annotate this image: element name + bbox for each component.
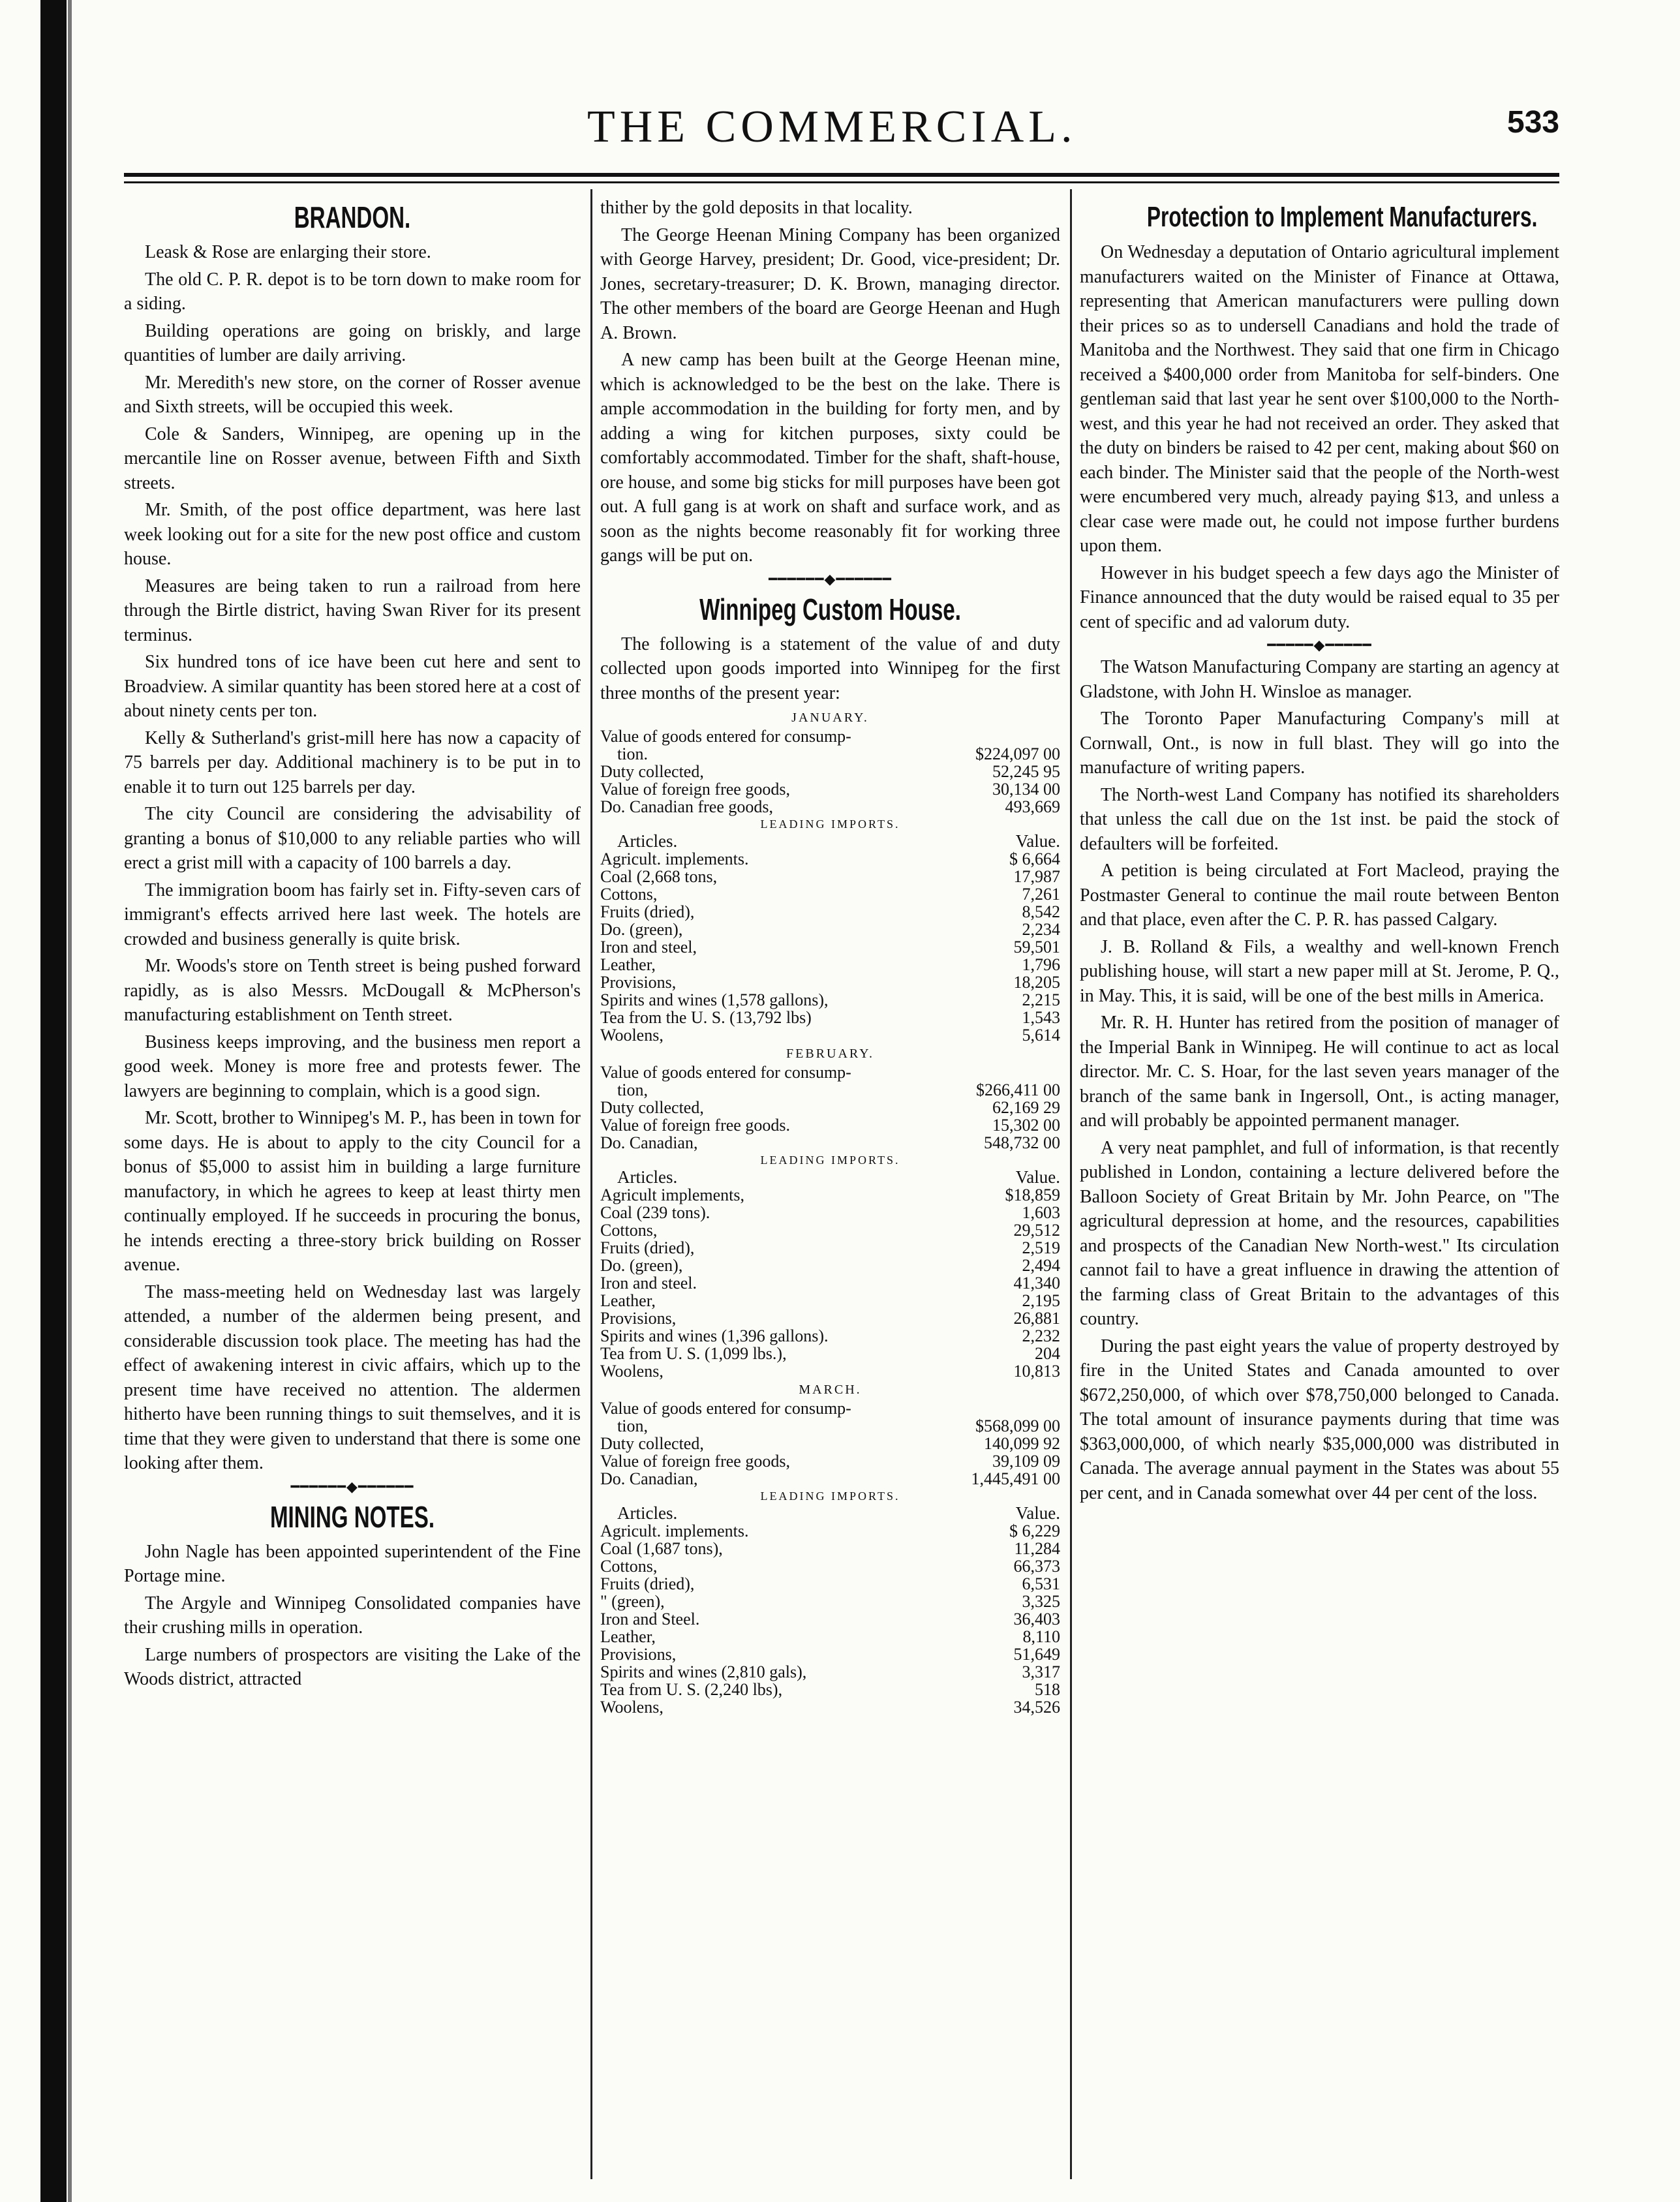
row-value	[949, 727, 1060, 745]
row-value: 66,373	[1013, 1557, 1060, 1576]
section-heading-customs: Winnipeg Custom House.	[699, 592, 961, 626]
import-row	[600, 1009, 1060, 1026]
news-paragraph: Mr. Smith, of the post office department, was here last week looking out for a site for the new post office and custom house.	[124, 500, 581, 569]
row-label: " (green),	[600, 1592, 665, 1611]
row-value: 15,302 00	[992, 1116, 1060, 1135]
import-row	[600, 1221, 1060, 1239]
row-label: Fruits (dried),	[600, 1238, 695, 1257]
summary-row	[600, 780, 1060, 798]
articles-header: Articles.	[617, 1167, 678, 1187]
import-row	[600, 903, 1060, 921]
summary-row	[600, 1134, 1060, 1152]
row-label: Spirits and wines (1,578 gallons),	[600, 990, 829, 1009]
row-value: 1,445,491 00	[971, 1469, 1060, 1488]
news-paragraph: Leask & Rose are enlarging their store.	[145, 242, 431, 262]
row-value: 8,542	[1022, 902, 1060, 921]
row-label: Do. Canadian free goods,	[600, 797, 773, 816]
row-value: $ 6,664	[1009, 849, 1060, 868]
leading-imports-heading: LEADING IMPORTS.	[760, 1154, 900, 1167]
import-row	[600, 938, 1060, 956]
month-heading: FEBRUARY.	[786, 1047, 874, 1061]
column-right	[1080, 196, 1559, 1508]
row-label: Provisions,	[600, 1309, 677, 1328]
import-row	[600, 850, 1060, 868]
column-divider	[590, 189, 592, 2179]
row-label: Coal (1,687 tons),	[600, 1539, 723, 1558]
summary-row	[600, 1417, 1060, 1435]
import-row	[600, 1593, 1060, 1610]
import-row	[600, 1645, 1060, 1663]
summary-row	[600, 745, 1060, 763]
section-heading-brandon: BRANDON.	[294, 200, 411, 234]
row-value: 11,284	[1014, 1539, 1060, 1558]
summary-row	[600, 1452, 1060, 1470]
import-row	[600, 1557, 1060, 1575]
import-row	[600, 868, 1060, 885]
import-row	[600, 973, 1060, 991]
row-value: $568,099 00	[975, 1416, 1060, 1435]
import-row	[600, 1663, 1060, 1681]
news-paragraph: A petition is being circulated at Fort Macleod, praying the Postmaster General to continue the mail route between Benton and that place, even after the C. P. R. has passed Calgary.	[1080, 861, 1559, 930]
brandon-article	[124, 240, 581, 1476]
value-header: Value.	[1015, 831, 1060, 851]
news-paragraph: Mr. R. H. Hunter has retired from the position of manager of the Imperial Bank in Winnipeg. He will continue to act as local director. Mr. C. S. Hoar, for the last seven years manager of the branch of the same bank in Ingersoll, Ont., is acting manager, and will probably be appointed permanent manager.	[1080, 1013, 1559, 1131]
row-value: 518	[1035, 1680, 1060, 1699]
row-value: 140,099 92	[984, 1434, 1060, 1453]
row-label: Do. (green),	[600, 920, 683, 939]
misc-news	[1080, 655, 1559, 1505]
imports-header-row	[600, 833, 1060, 850]
summary-row	[600, 1470, 1060, 1488]
news-paragraph: Building operations are going on briskly, and large quantities of lumber are daily arriving.	[124, 320, 581, 365]
import-row	[600, 1292, 1060, 1309]
summary-row	[600, 1399, 1060, 1417]
summary-row	[600, 1063, 1060, 1081]
row-value: 6,531	[1022, 1574, 1060, 1593]
row-label: Duty collected,	[600, 1098, 704, 1117]
row-label: Do. (green),	[600, 1256, 683, 1275]
leading-imports-table	[600, 1505, 1060, 1716]
row-label: Cottons,	[600, 1221, 658, 1240]
row-label: Duty collected,	[600, 1434, 704, 1453]
row-label: Do. Canadian,	[600, 1469, 698, 1488]
row-label: Spirits and wines (1,396 gallons).	[600, 1326, 829, 1345]
row-value: 1,603	[1022, 1203, 1060, 1222]
news-paragraph: The immigration boom has fairly set in. Fifty-seven cars of immigrant's effects arrived here last week. The hotels are crowded and business generally is quite brisk.	[124, 879, 581, 949]
month-summary-table	[600, 1063, 1060, 1152]
row-value: 36,403	[1013, 1610, 1060, 1629]
row-label: Value of goods entered for consump-	[600, 727, 851, 746]
import-row	[600, 1257, 1060, 1274]
row-value: 548,732 00	[984, 1133, 1060, 1152]
import-row	[600, 1522, 1060, 1540]
import-row	[600, 956, 1060, 973]
row-label: Agricult. implements.	[600, 849, 749, 868]
mining-article	[124, 1540, 581, 1692]
row-label: tion,	[617, 1416, 648, 1435]
import-row	[600, 1681, 1060, 1698]
summary-row	[600, 1435, 1060, 1452]
row-value: $ 6,229	[1009, 1522, 1060, 1540]
summary-row	[600, 727, 1060, 745]
row-value: 62,169 29	[992, 1098, 1060, 1117]
summary-row	[600, 798, 1060, 816]
leading-imports-table	[600, 1169, 1060, 1380]
row-value: 2,232	[1022, 1326, 1060, 1345]
news-paragraph: Measures are being taken to run a railroad from here through the Birtle district, having Swan River for its present terminus.	[124, 575, 581, 645]
news-paragraph: A very neat pamphlet, and full of information, is that recently published in London, containing a lecture delivered before the Balloon Society of Great Britain by Mr. John Pearce, on "The agricultural depression at home, and the resources, capabilities and prospects of the Canadian New North-west." Its circulation cannot fail to have a great influence in drawing the attention of the farming class of Great Britain to the advantages of this country.	[1080, 1137, 1559, 1329]
row-value: 39,109 09	[992, 1452, 1060, 1471]
news-paragraph: The old C. P. R. depot is to be torn down to make room for a siding.	[124, 269, 581, 314]
section-ornament: ━━━━━━◆━━━━━━	[769, 570, 892, 587]
row-value: 2,519	[1022, 1238, 1060, 1257]
summary-row	[600, 1081, 1060, 1099]
row-label: Value of goods entered for consump-	[600, 1399, 851, 1418]
news-paragraph: Large numbers of prospectors are visiting the Lake of the Woods district, attracted	[124, 1644, 581, 1689]
news-paragraph: The North-west Land Company has notified its shareholders that unless the call due on the 1st inst. be paid the stock of defaulters will be forfeited.	[1080, 784, 1559, 854]
row-value: 5,614	[1022, 1026, 1060, 1045]
row-value: 8,110	[1022, 1627, 1060, 1646]
column-middle	[600, 196, 1060, 1716]
row-label: Fruits (dried),	[600, 902, 695, 921]
row-label: Value of foreign free goods,	[600, 1452, 790, 1471]
import-row	[600, 1186, 1060, 1204]
section-heading-mining: MINING NOTES.	[269, 1499, 435, 1534]
row-label: Cottons,	[600, 885, 658, 904]
row-label: Leather,	[600, 955, 656, 974]
articles-header: Articles.	[617, 1503, 678, 1523]
import-row	[600, 991, 1060, 1009]
row-label: Duty collected,	[600, 762, 704, 781]
news-paragraph: J. B. Rolland & Fils, a wealthy and well-known French publishing house, will start a new paper mill at St. Jerome, P. Q., in May. This, it is said, will be one of the best mills in America.	[1080, 936, 1559, 1006]
news-paragraph: The city Council are considering the advisability of granting a bonus of $10,000 to any reliable parties who will erect a grist mill with a capacity of 100 barrels a day.	[124, 804, 581, 873]
news-paragraph: Mr. Woods's store on Tenth street is being pushed forward rapidly, as is also Messrs. McDougall & McPherson's manufacturing establishment on Tenth street.	[124, 956, 581, 1025]
row-label: Tea from U. S. (2,240 lbs),	[600, 1680, 783, 1699]
import-row	[600, 1026, 1060, 1044]
leading-imports-heading: LEADING IMPORTS.	[760, 1490, 900, 1503]
import-row	[600, 921, 1060, 938]
summary-row	[600, 1099, 1060, 1116]
value-header: Value.	[1015, 1503, 1060, 1523]
row-value: 1,543	[1022, 1008, 1060, 1027]
row-value: 29,512	[1013, 1221, 1060, 1240]
row-label: Provisions,	[600, 973, 677, 992]
mining-article-continued	[600, 196, 1060, 568]
row-value: 17,987	[1013, 867, 1060, 886]
import-row	[600, 1204, 1060, 1221]
news-paragraph: A new camp has been built at the George Heenan mine, which is acknowledged to be the best on the lake. There is ample accommodation in the building for forty men, and by adding a wing for kitchen purposes, sixty could be comfortably accommodated. Timber for the shaft, shaft-house, ore house, and some big sticks for mill purposes have been got out. A full gang is at work on shaft and surface work, and as soon as the nights become reasonably fit for working three gangs will be put on.	[600, 350, 1060, 566]
binding-spine	[40, 0, 67, 2202]
row-label: Value of foreign free goods,	[600, 780, 790, 799]
row-value: 34,526	[1013, 1698, 1060, 1717]
row-value: $266,411 00	[975, 1080, 1060, 1099]
customs-intro: The following is a statement of the value of and duty collected upon goods imported into Winnipeg for the first three months of the present year:	[600, 634, 1060, 703]
row-label: Woolens,	[600, 1698, 664, 1717]
month-summary-table	[600, 1399, 1060, 1488]
news-paragraph: Business keeps improving, and the business men report a good week. Money is more free and protests fewer. The lawyers are beginning to complain, which is a good sign.	[124, 1032, 581, 1101]
row-label: Value of foreign free goods.	[600, 1116, 790, 1135]
row-label: Woolens,	[600, 1026, 664, 1045]
row-value: 18,205	[1013, 973, 1060, 992]
binding-edge	[68, 0, 72, 2202]
row-value: 7,261	[1022, 885, 1060, 904]
news-paragraph: The Watson Manufacturing Company are starting an agency at Gladstone, with John H. Winsloe as manager.	[1080, 657, 1559, 702]
row-label: Cottons,	[600, 1557, 658, 1576]
row-value: $224,097 00	[975, 744, 1060, 763]
protection-article	[1080, 240, 1559, 634]
row-label: Iron and steel,	[600, 938, 697, 956]
row-value: 41,340	[1013, 1274, 1060, 1292]
leading-imports-table	[600, 833, 1060, 1044]
row-label: Spirits and wines (2,810 gals),	[600, 1662, 807, 1681]
row-label: Woolens,	[600, 1362, 664, 1381]
import-row	[600, 1575, 1060, 1593]
row-label: Agricult. implements.	[600, 1522, 749, 1540]
leading-imports-heading: LEADING IMPORTS.	[760, 818, 900, 831]
row-value	[949, 1063, 1060, 1081]
row-label: Fruits (dried),	[600, 1574, 695, 1593]
import-row	[600, 885, 1060, 903]
row-value: 52,245 95	[992, 762, 1060, 781]
news-paragraph: Kelly & Sutherland's grist-mill here has now a capacity of 75 barrels per day. Additional machinery is to be put in to enable it to turn out 125 barrels per day.	[124, 727, 581, 797]
page-number: 533	[1507, 105, 1560, 140]
row-value: 3,325	[1022, 1592, 1060, 1611]
import-row	[600, 1345, 1060, 1362]
news-paragraph: Mr. Scott, brother to Winnipeg's M. P., has been in town for some days. He is about to apply to the city Council for a bonus of $5,000 to assist him in building a large furniture manufactory, in which he agrees to keep at least thirty men continually employed. If he succeeds in procuring the bonus, he intends erecting a three-story brick building on Rosser avenue.	[124, 1108, 581, 1275]
row-label: tion.	[617, 744, 648, 763]
news-paragraph: John Nagle has been appointed superintendent of the Fine Portage mine.	[124, 1541, 581, 1586]
import-row	[600, 1327, 1060, 1345]
news-paragraph: On Wednesday a deputation of Ontario agricultural implement manufacturers waited on the Minister of Finance at Ottawa, representing that American manufacturers were pulling down their prices so as to undersell Canadians and hold the trade of Manitoba and the Northwest. They said that one firm in Chicago received a $400,000 order from Manitoba for self-binders. One gentleman said that last year he sent over $100,000 to the North-west, and this year he had not received an order. They asked that the duty on binders be raised to 42 per cent, making about $60 on each binder. The Minister said that the people of the North-west were encumbered very much, already paying $13, and unless a clear case were made out, he could not impose further burdens upon them.	[1080, 242, 1559, 556]
news-paragraph: Six hundred tons of ice have been cut here and sent to Broadview. A similar quantity has been stored here at a cost of about ninety cents per ton.	[124, 652, 581, 721]
import-row	[600, 1239, 1060, 1257]
row-label: Leather,	[600, 1291, 656, 1310]
news-paragraph: During the past eight years the value of property destroyed by fire in the United States and Canada amounted to over $672,250,000, of which over $78,750,000 belonged to Canada. The total amount of insurance payments during that time was $363,000,000, of which nearly $35,000,000 was distributed in Canada. The average annual payment in the States was about 55 per cent, and in Canada somewhat over 44 per cent of the loss.	[1080, 1336, 1559, 1503]
month-summary-table	[600, 727, 1060, 816]
news-paragraph: However in his budget speech a few days ago the Minister of Finance announced that the duty would be raised equal to 35 per cent of specific and ad valorum duty.	[1080, 562, 1559, 632]
row-label: Provisions,	[600, 1645, 677, 1664]
import-row	[600, 1698, 1060, 1716]
news-paragraph: thither by the gold deposits in that locality.	[600, 198, 913, 218]
row-value: 2,195	[1022, 1291, 1060, 1310]
row-value: 59,501	[1013, 938, 1060, 956]
row-label: Tea from U. S. (1,099 lbs.),	[600, 1344, 787, 1363]
imports-header-row	[600, 1505, 1060, 1522]
row-value: $18,859	[1005, 1185, 1060, 1204]
news-paragraph: The George Heenan Mining Company has been organized with George Harvey, president; Dr. Good, vice-president; Dr. Jones, secretary-treasurer; D. K. Brown, managing director. The other members of the board are George Heenan and Hugh A. Brown.	[600, 224, 1060, 343]
row-value: 51,649	[1013, 1645, 1060, 1664]
import-row	[600, 1362, 1060, 1380]
import-row	[600, 1274, 1060, 1292]
import-row	[600, 1309, 1060, 1327]
row-value: 2,494	[1022, 1256, 1060, 1275]
month-heading: MARCH.	[799, 1383, 862, 1397]
news-paragraph: The mass-meeting held on Wednesday last was largely attended, a number of the aldermen being present, and considerable discussion took place. The meeting has had the effect of awakening interest in civic affairs, which up to the present time have received no attention. The aldermen hitherto have been running things to suit themselves, and it is time that they were given to understand that there is some one looking after them.	[124, 1281, 581, 1473]
section-heading-protection: Protection to Implement Manufacturers.	[1146, 201, 1538, 233]
customs-tables	[600, 708, 1060, 1716]
summary-row	[600, 1116, 1060, 1134]
row-label: tion,	[617, 1080, 648, 1099]
row-label: Do. Canadian,	[600, 1133, 698, 1152]
news-paragraph: The Argyle and Winnipeg Consolidated companies have their crushing mills in operation.	[124, 1593, 581, 1638]
row-label: Coal (2,668 tons,	[600, 867, 718, 886]
row-value	[949, 1399, 1060, 1417]
row-value: 2,215	[1022, 990, 1060, 1009]
row-label: Iron and Steel.	[600, 1610, 700, 1629]
imports-header-row	[600, 1169, 1060, 1186]
row-label: Iron and steel.	[600, 1274, 697, 1292]
section-ornament: ━━━━━━◆━━━━━━	[290, 1478, 414, 1495]
row-value: 2,234	[1022, 920, 1060, 939]
row-value: 10,813	[1013, 1362, 1060, 1381]
month-heading: JANUARY.	[791, 711, 869, 725]
row-value: 493,669	[1005, 797, 1060, 816]
articles-header: Articles.	[617, 831, 678, 851]
row-label: Leather,	[600, 1627, 656, 1646]
row-value: 30,134 00	[992, 780, 1060, 799]
row-value: 1,796	[1022, 955, 1060, 974]
column-left	[124, 196, 581, 1694]
import-row	[600, 1610, 1060, 1628]
value-header: Value.	[1015, 1167, 1060, 1187]
summary-row	[600, 763, 1060, 780]
news-paragraph: The Toronto Paper Manufacturing Company's mill at Cornwall, Ont., is now in full blast. They will go into the manufacture of writing papers.	[1080, 709, 1559, 778]
row-label: Value of goods entered for consump-	[600, 1063, 851, 1082]
news-paragraph: Cole & Sanders, Winnipeg, are opening up in the mercantile line on Rosser avenue, between Fifth and Sixth streets.	[124, 423, 581, 493]
row-label: Tea from the U. S. (13,792 lbs)	[600, 1008, 812, 1027]
news-paragraph: Mr. Meredith's new store, on the corner of Rosser avenue and Sixth streets, will be occupied this week.	[124, 372, 581, 417]
row-label: Coal (239 tons).	[600, 1203, 710, 1222]
row-value: 26,881	[1013, 1309, 1060, 1328]
column-divider	[1070, 189, 1072, 2179]
row-label: Agricult implements,	[600, 1185, 744, 1204]
import-row	[600, 1540, 1060, 1557]
masthead-title: THE COMMERCIAL.	[587, 102, 1077, 152]
section-ornament: ━━━━━◆━━━━━	[1267, 637, 1372, 653]
row-value: 3,317	[1022, 1662, 1060, 1681]
header-rule-thin	[124, 181, 1559, 183]
row-value: 204	[1035, 1344, 1060, 1363]
header-rule	[124, 173, 1559, 177]
import-row	[600, 1628, 1060, 1645]
